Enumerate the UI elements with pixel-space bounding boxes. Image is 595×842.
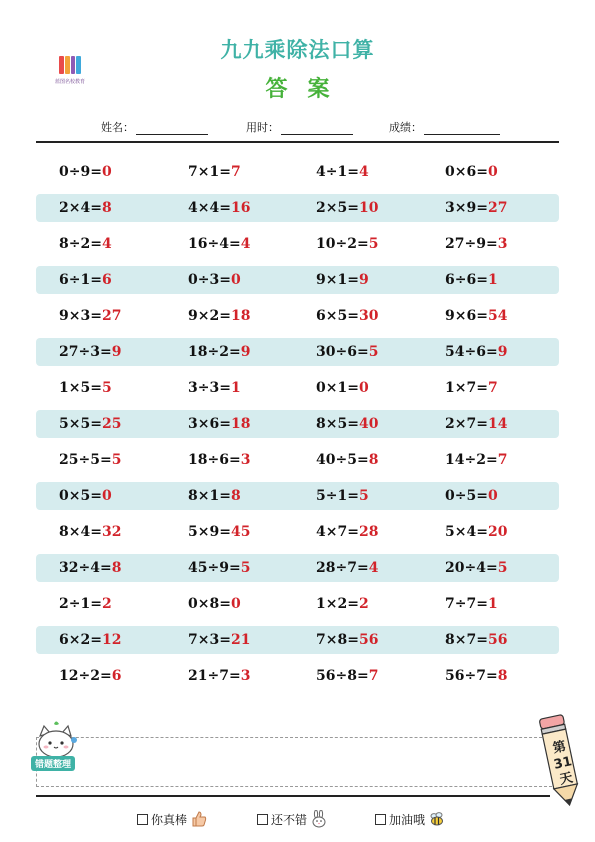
problem-answer: 5	[111, 452, 122, 468]
problem-answer: 21	[230, 632, 251, 648]
problem-question: 5×5=	[59, 416, 102, 432]
problem-row	[36, 302, 559, 330]
problem-item	[188, 158, 241, 186]
footer-divider	[36, 795, 550, 797]
problem-answer: 0	[230, 596, 241, 612]
problem-question: 0÷9=	[59, 164, 102, 180]
rating-option-keep-going[interactable]	[375, 810, 446, 828]
problem-item	[59, 230, 112, 258]
problem-answer: 2	[358, 596, 369, 612]
error-review-label: 错题整理	[31, 756, 75, 771]
problem-row	[36, 338, 559, 366]
problem-answer: 8	[497, 668, 508, 684]
problem-question: 9×2=	[188, 308, 231, 324]
problem-item	[445, 626, 507, 654]
problem-question: 8×7=	[445, 632, 488, 648]
info-row	[0, 119, 595, 137]
problem-question: 0÷3=	[188, 272, 231, 288]
problem-question: 21÷7=	[188, 668, 241, 684]
problem-item	[316, 158, 369, 186]
problem-question: 9×3=	[59, 308, 102, 324]
problem-answer: 16	[230, 200, 251, 216]
problem-row	[36, 626, 559, 654]
time-field[interactable]	[246, 119, 353, 135]
day-badge: 第31天	[551, 739, 575, 788]
problem-item	[445, 374, 498, 402]
problem-answer: 2	[101, 596, 112, 612]
problem-answer: 6	[111, 668, 122, 684]
page-subtitle: 答案	[265, 77, 350, 102]
problem-question: 0÷5=	[445, 488, 488, 504]
problem-item	[316, 554, 378, 582]
problem-answer: 0	[101, 164, 112, 180]
problem-item	[445, 662, 507, 690]
problem-question: 0×8=	[188, 596, 231, 612]
problem-question: 8×5=	[316, 416, 359, 432]
problem-answer: 20	[487, 524, 508, 540]
problem-question: 8×1=	[188, 488, 231, 504]
problem-question: 4÷1=	[316, 164, 359, 180]
problem-question: 27÷9=	[445, 236, 498, 252]
problem-item	[59, 554, 121, 582]
problem-answer: 8	[368, 452, 379, 468]
problem-item	[59, 482, 112, 510]
problem-question: 1×7=	[445, 380, 488, 396]
problem-item	[445, 194, 507, 222]
problem-question: 25÷5=	[59, 452, 112, 468]
problem-item	[59, 410, 121, 438]
problem-item	[316, 662, 378, 690]
problem-question: 5÷1=	[316, 488, 359, 504]
problem-row	[36, 446, 559, 474]
problem-item	[59, 446, 121, 474]
problem-answer: 0	[487, 164, 498, 180]
time-label: 用时：	[246, 121, 279, 134]
problem-question: 56÷7=	[445, 668, 498, 684]
problem-answer: 54	[487, 308, 508, 324]
problem-question: 1×5=	[59, 380, 102, 396]
problem-question: 6×2=	[59, 632, 102, 648]
page-title: 九九乘除法口算	[220, 38, 375, 62]
problem-item	[316, 194, 378, 222]
problem-answer: 1	[487, 272, 498, 288]
problem-answer: 0	[487, 488, 498, 504]
problem-question: 16÷4=	[188, 236, 241, 252]
problem-question: 5×9=	[188, 524, 231, 540]
problem-item	[188, 626, 250, 654]
problem-answer: 10	[358, 200, 379, 216]
problem-answer: 8	[111, 560, 122, 576]
logo-text: 蓝图名校教育	[54, 79, 85, 85]
problem-item	[445, 338, 507, 366]
problem-question: 2×5=	[316, 200, 359, 216]
problem-question: 10÷2=	[316, 236, 369, 252]
problem-answer: 4	[368, 560, 379, 576]
problem-answer: 7	[368, 668, 379, 684]
problem-item	[59, 194, 112, 222]
problem-row	[36, 374, 559, 402]
problem-answer: 27	[101, 308, 122, 324]
problem-answer: 7	[230, 164, 241, 180]
problem-answer: 1	[487, 596, 498, 612]
rating-option-good[interactable]	[257, 810, 328, 828]
problem-item	[188, 446, 250, 474]
problem-question: 18÷2=	[188, 344, 241, 360]
problem-question: 7×1=	[188, 164, 231, 180]
problem-grid	[36, 158, 559, 698]
problem-item	[188, 662, 250, 690]
problem-question: 2×7=	[445, 416, 488, 432]
problem-answer: 40	[358, 416, 379, 432]
problem-answer: 5	[368, 344, 379, 360]
problem-row	[36, 410, 559, 438]
problem-item	[316, 410, 378, 438]
problem-item	[59, 374, 112, 402]
problem-question: 9×1=	[316, 272, 359, 288]
bee-icon	[428, 810, 446, 828]
problem-row	[36, 194, 559, 222]
problem-question: 3×6=	[188, 416, 231, 432]
problem-item	[445, 482, 498, 510]
problem-question: 6÷6=	[445, 272, 488, 288]
problem-item	[445, 266, 498, 294]
problem-question: 20÷4=	[445, 560, 498, 576]
error-review-area[interactable]	[36, 737, 552, 787]
problem-answer: 28	[358, 524, 379, 540]
rating-option-great[interactable]	[137, 810, 208, 828]
problem-item	[316, 590, 369, 618]
problem-question: 28÷7=	[316, 560, 369, 576]
problem-item	[316, 626, 378, 654]
problem-question: 8÷2=	[59, 236, 102, 252]
rating-label: 还不错	[271, 812, 308, 827]
problem-question: 8×4=	[59, 524, 102, 540]
problem-question: 12÷2=	[59, 668, 112, 684]
problem-answer: 5	[497, 560, 508, 576]
problem-question: 0×5=	[59, 488, 102, 504]
problem-answer: 56	[487, 632, 508, 648]
problem-answer: 12	[101, 632, 122, 648]
problem-answer: 0	[101, 488, 112, 504]
problem-item	[316, 230, 378, 258]
problem-item	[445, 158, 498, 186]
problem-item	[316, 446, 378, 474]
problem-item	[59, 518, 121, 546]
problem-item	[59, 626, 121, 654]
problem-question: 4×4=	[188, 200, 231, 216]
problem-item	[188, 266, 241, 294]
problem-answer: 18	[230, 416, 251, 432]
name-blank[interactable]	[136, 122, 208, 135]
problem-answer: 4	[101, 236, 112, 252]
problem-answer: 9	[358, 272, 369, 288]
problem-question: 14÷2=	[445, 452, 498, 468]
problem-item	[188, 374, 241, 402]
problem-question: 7×8=	[316, 632, 359, 648]
problem-answer: 4	[358, 164, 369, 180]
problem-item	[188, 410, 250, 438]
problem-answer: 9	[497, 344, 508, 360]
problem-item	[316, 302, 378, 330]
problem-answer: 9	[111, 344, 122, 360]
problem-question: 7÷7=	[445, 596, 488, 612]
problem-question: 45÷9=	[188, 560, 241, 576]
problem-question: 7×3=	[188, 632, 231, 648]
problem-answer: 9	[240, 344, 251, 360]
rabbit-icon	[310, 810, 328, 828]
problem-answer: 30	[358, 308, 379, 324]
problem-item	[59, 158, 112, 186]
problem-row	[36, 662, 559, 690]
problem-answer: 3	[240, 668, 251, 684]
problem-item	[316, 482, 369, 510]
name-field[interactable]	[101, 119, 208, 135]
problem-row	[36, 518, 559, 546]
problem-answer: 27	[487, 200, 508, 216]
problem-question: 6÷1=	[59, 272, 102, 288]
name-label: 姓名：	[101, 121, 134, 134]
problem-question: 32÷4=	[59, 560, 112, 576]
problem-answer: 5	[368, 236, 379, 252]
problem-item	[445, 446, 507, 474]
problem-question: 3×9=	[445, 200, 488, 216]
problem-answer: 8	[230, 488, 241, 504]
problem-question: 18÷6=	[188, 452, 241, 468]
problem-item	[188, 302, 250, 330]
self-rating	[0, 810, 595, 832]
problem-item	[445, 590, 498, 618]
problem-item	[188, 338, 250, 366]
problem-question: 2÷1=	[59, 596, 102, 612]
problem-item	[59, 266, 112, 294]
problem-answer: 3	[240, 452, 251, 468]
problem-row	[36, 230, 559, 258]
problem-item	[188, 194, 250, 222]
problem-answer: 0	[230, 272, 241, 288]
problem-item	[316, 374, 369, 402]
problem-question: 40÷5=	[316, 452, 369, 468]
problem-item	[59, 338, 121, 366]
problem-answer: 45	[230, 524, 251, 540]
problem-answer: 32	[101, 524, 122, 540]
problem-item	[445, 554, 507, 582]
problem-item	[188, 554, 250, 582]
problem-answer: 3	[497, 236, 508, 252]
problem-answer: 7	[487, 380, 498, 396]
problem-question: 56÷8=	[316, 668, 369, 684]
problem-item	[445, 410, 507, 438]
problem-item	[316, 518, 378, 546]
problem-item	[188, 230, 250, 258]
score-field[interactable]	[389, 119, 500, 135]
problem-row	[36, 266, 559, 294]
problem-answer: 1	[230, 380, 241, 396]
problem-question: 27÷3=	[59, 344, 112, 360]
problem-question: 4×7=	[316, 524, 359, 540]
problem-question: 0×1=	[316, 380, 359, 396]
problem-item	[316, 266, 369, 294]
problem-answer: 4	[240, 236, 251, 252]
problem-answer: 5	[101, 380, 112, 396]
score-label: 成绩：	[389, 121, 422, 134]
problem-answer: 25	[101, 416, 122, 432]
problem-question: 3÷3=	[188, 380, 231, 396]
problem-question: 2×4=	[59, 200, 102, 216]
header-divider	[36, 141, 559, 143]
rating-checkbox[interactable]	[375, 814, 386, 825]
problem-item	[445, 230, 507, 258]
problem-answer: 0	[358, 380, 369, 396]
time-blank[interactable]	[281, 122, 353, 135]
problem-answer: 18	[230, 308, 251, 324]
problem-question: 1×2=	[316, 596, 359, 612]
problem-item	[59, 590, 112, 618]
rating-label: 你真棒	[151, 812, 188, 827]
problem-row	[36, 482, 559, 510]
problem-item	[188, 590, 241, 618]
problem-item	[188, 482, 241, 510]
problem-question: 30÷6=	[316, 344, 369, 360]
problem-item	[316, 338, 378, 366]
problem-answer: 6	[101, 272, 112, 288]
thumbs-up-icon	[190, 810, 208, 828]
problem-answer: 5	[240, 560, 251, 576]
problem-row	[36, 158, 559, 186]
rating-label: 加油哦	[389, 812, 426, 827]
problem-answer: 14	[487, 416, 508, 432]
problem-answer: 5	[358, 488, 369, 504]
problem-item	[188, 518, 250, 546]
rating-checkbox[interactable]	[257, 814, 268, 825]
problem-row	[36, 554, 559, 582]
problem-question: 5×4=	[445, 524, 488, 540]
problem-answer: 8	[101, 200, 112, 216]
problem-item	[59, 662, 121, 690]
problem-item	[445, 302, 507, 330]
problem-row	[36, 590, 559, 618]
problem-question: 6×5=	[316, 308, 359, 324]
problem-question: 54÷6=	[445, 344, 498, 360]
score-blank[interactable]	[424, 122, 500, 135]
problem-item	[59, 302, 121, 330]
problem-question: 0×6=	[445, 164, 488, 180]
problem-answer: 7	[497, 452, 508, 468]
problem-question: 9×6=	[445, 308, 488, 324]
problem-answer: 56	[358, 632, 379, 648]
rating-checkbox[interactable]	[137, 814, 148, 825]
problem-item	[445, 518, 507, 546]
